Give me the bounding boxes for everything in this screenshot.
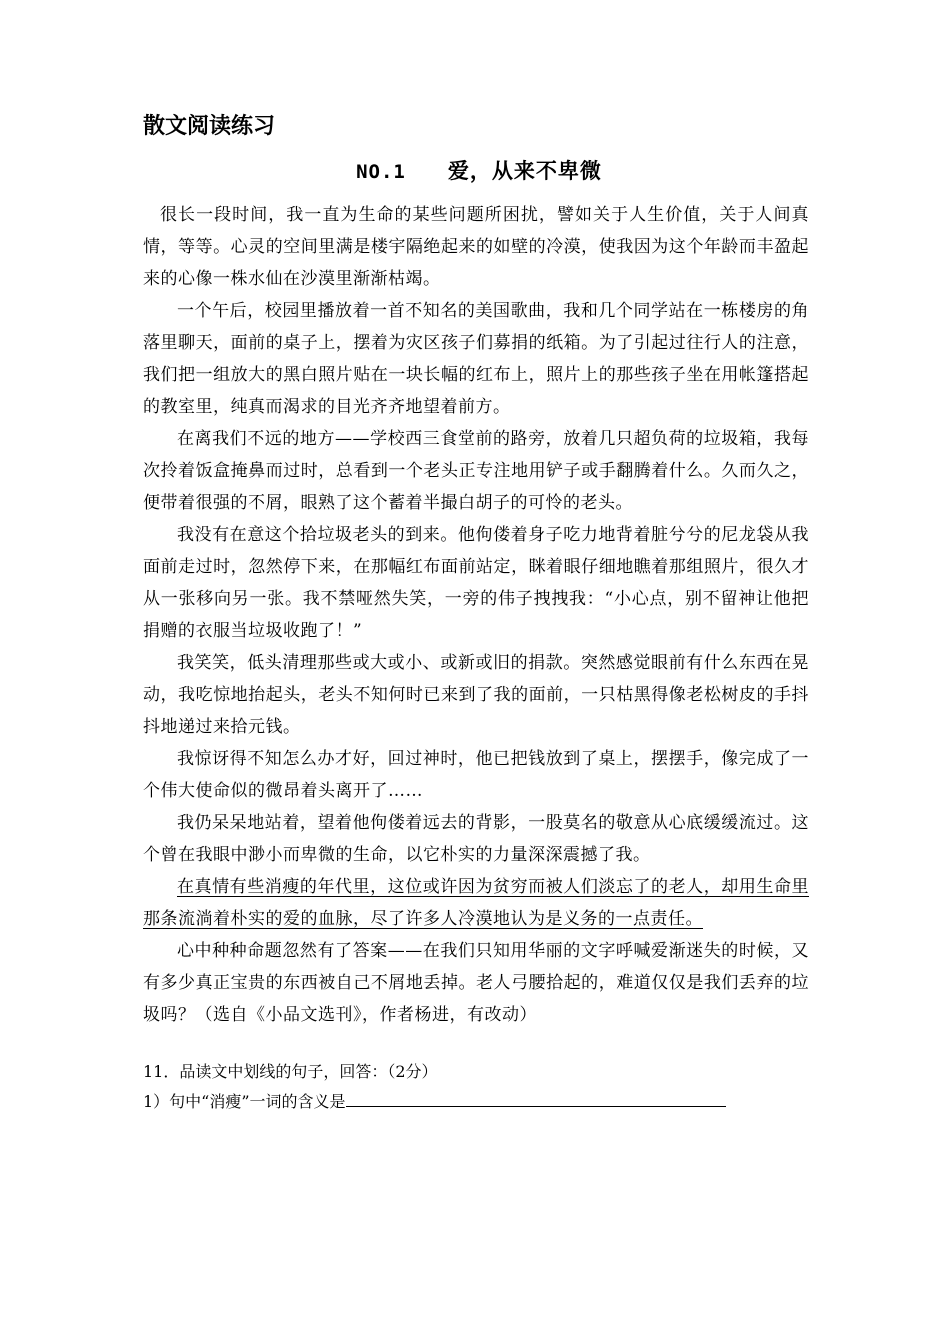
question-section [143,1057,809,1117]
paragraph-4: 我没有在意这个拾垃圾老头的到来。他佝偻着身子吃力地背着脏兮兮的尼龙袋从我面前走过时，忽然停下来，在那幅红布面前站定，眯着眼仔细地瞧着那组照片，很久才从一张移向另一张。我不禁哑然失笑，一旁的伟子拽拽我：“小心点，别不留神让他把捐赠的衣服当垃圾收跑了！” [143,525,809,641]
underlined-paragraph [143,871,809,935]
paragraph-9: 心中种种命题忽然有了答案——在我们只知用华丽的文字呼喊爱渐迷失的时候，又有多少真正宝贵的东西被自己不屑地丢掉。老人弓腰拾起的，难道仅仅是我们丢弃的垃圾吗？（选自《小品文选刊》，作者杨进，有改动） [143,941,809,1025]
question-11-1 [143,1087,809,1117]
paragraph-6: 我惊讶得不知怎么办才好，回过神时，他已把钱放到了桌上，摆摆手，像完成了一个伟大使命似的微昂着头离开了…… [143,749,809,801]
article-title: 爱，从来不卑微 [447,159,602,183]
paragraph-7: 我仍呆呆地站着，望着他佝偻着远去的背影，一股莫名的敬意从心底缓缓流过。这个曾在我眼中渺小而卑微的生命，以它朴实的力量深深震撼了我。 [143,813,809,865]
question-11: 11．品读文中划线的句子，回答：（2分） [143,1062,438,1081]
paragraph-2: 一个午后，校园里播放着一首不知名的美国歌曲，我和几个同学站在一栋楼房的角落里聊天，面前的桌子上，摆着为灾区孩子们募捐的纸箱。为了引起过往行人的注意，我们把一组放大的黑白照片贴在一块长幅的红布上，照片上的那些孩子坐在用帐篷搭起的教室里，纯真而渴求的目光齐齐地望着前方。 [143,301,809,417]
document-title: 散文阅读练习 [143,114,276,139]
answer-blank[interactable] [346,1088,726,1107]
document-page [143,112,809,1117]
paragraph-3: 在离我们不远的地方——学校西三食堂前的路旁，放着几只超负荷的垃圾箱，我每次拎着饭盒掩鼻而过时，总看到一个老头正专注地用铲子或手翻腾着什么。久而久之，便带着很强的不屑，眼熟了这个蓄着半撮白胡子的可怜的老头。 [143,429,809,513]
paragraph-5: 我笑笑，低头清理那些或大或小、或新或旧的捐款。突然感觉眼前有什么东西在晃动，我吃惊地抬起头，老头不知何时已来到了我的面前，一只枯黑得像老松树皮的手抖抖地递过来拾元钱。 [143,653,809,737]
article-number: NO.1 [356,161,406,183]
paragraph-1: 很长一段时间，我一直为生命的某些问题所困扰，譬如关于人生价值，关于人间真情，等等。心灵的空间里满是楼宇隔绝起来的如壁的冷漠，使我因为这个年龄而丰盈起来的心像一株水仙在沙漠里渐渐枯竭。 [143,205,809,289]
underlined-sentence: 在真情有些消瘦的年代里，这位或许因为贫穷而被人们淡忘了的老人，却用生命里那条流淌着朴实的爱的血脉，尽了许多人冷漠地认为是义务的一点责任。 [143,877,809,929]
question-11-1-prompt: 1）句中“消瘦”一词的含义是 [143,1092,346,1111]
article-heading [143,156,809,187]
